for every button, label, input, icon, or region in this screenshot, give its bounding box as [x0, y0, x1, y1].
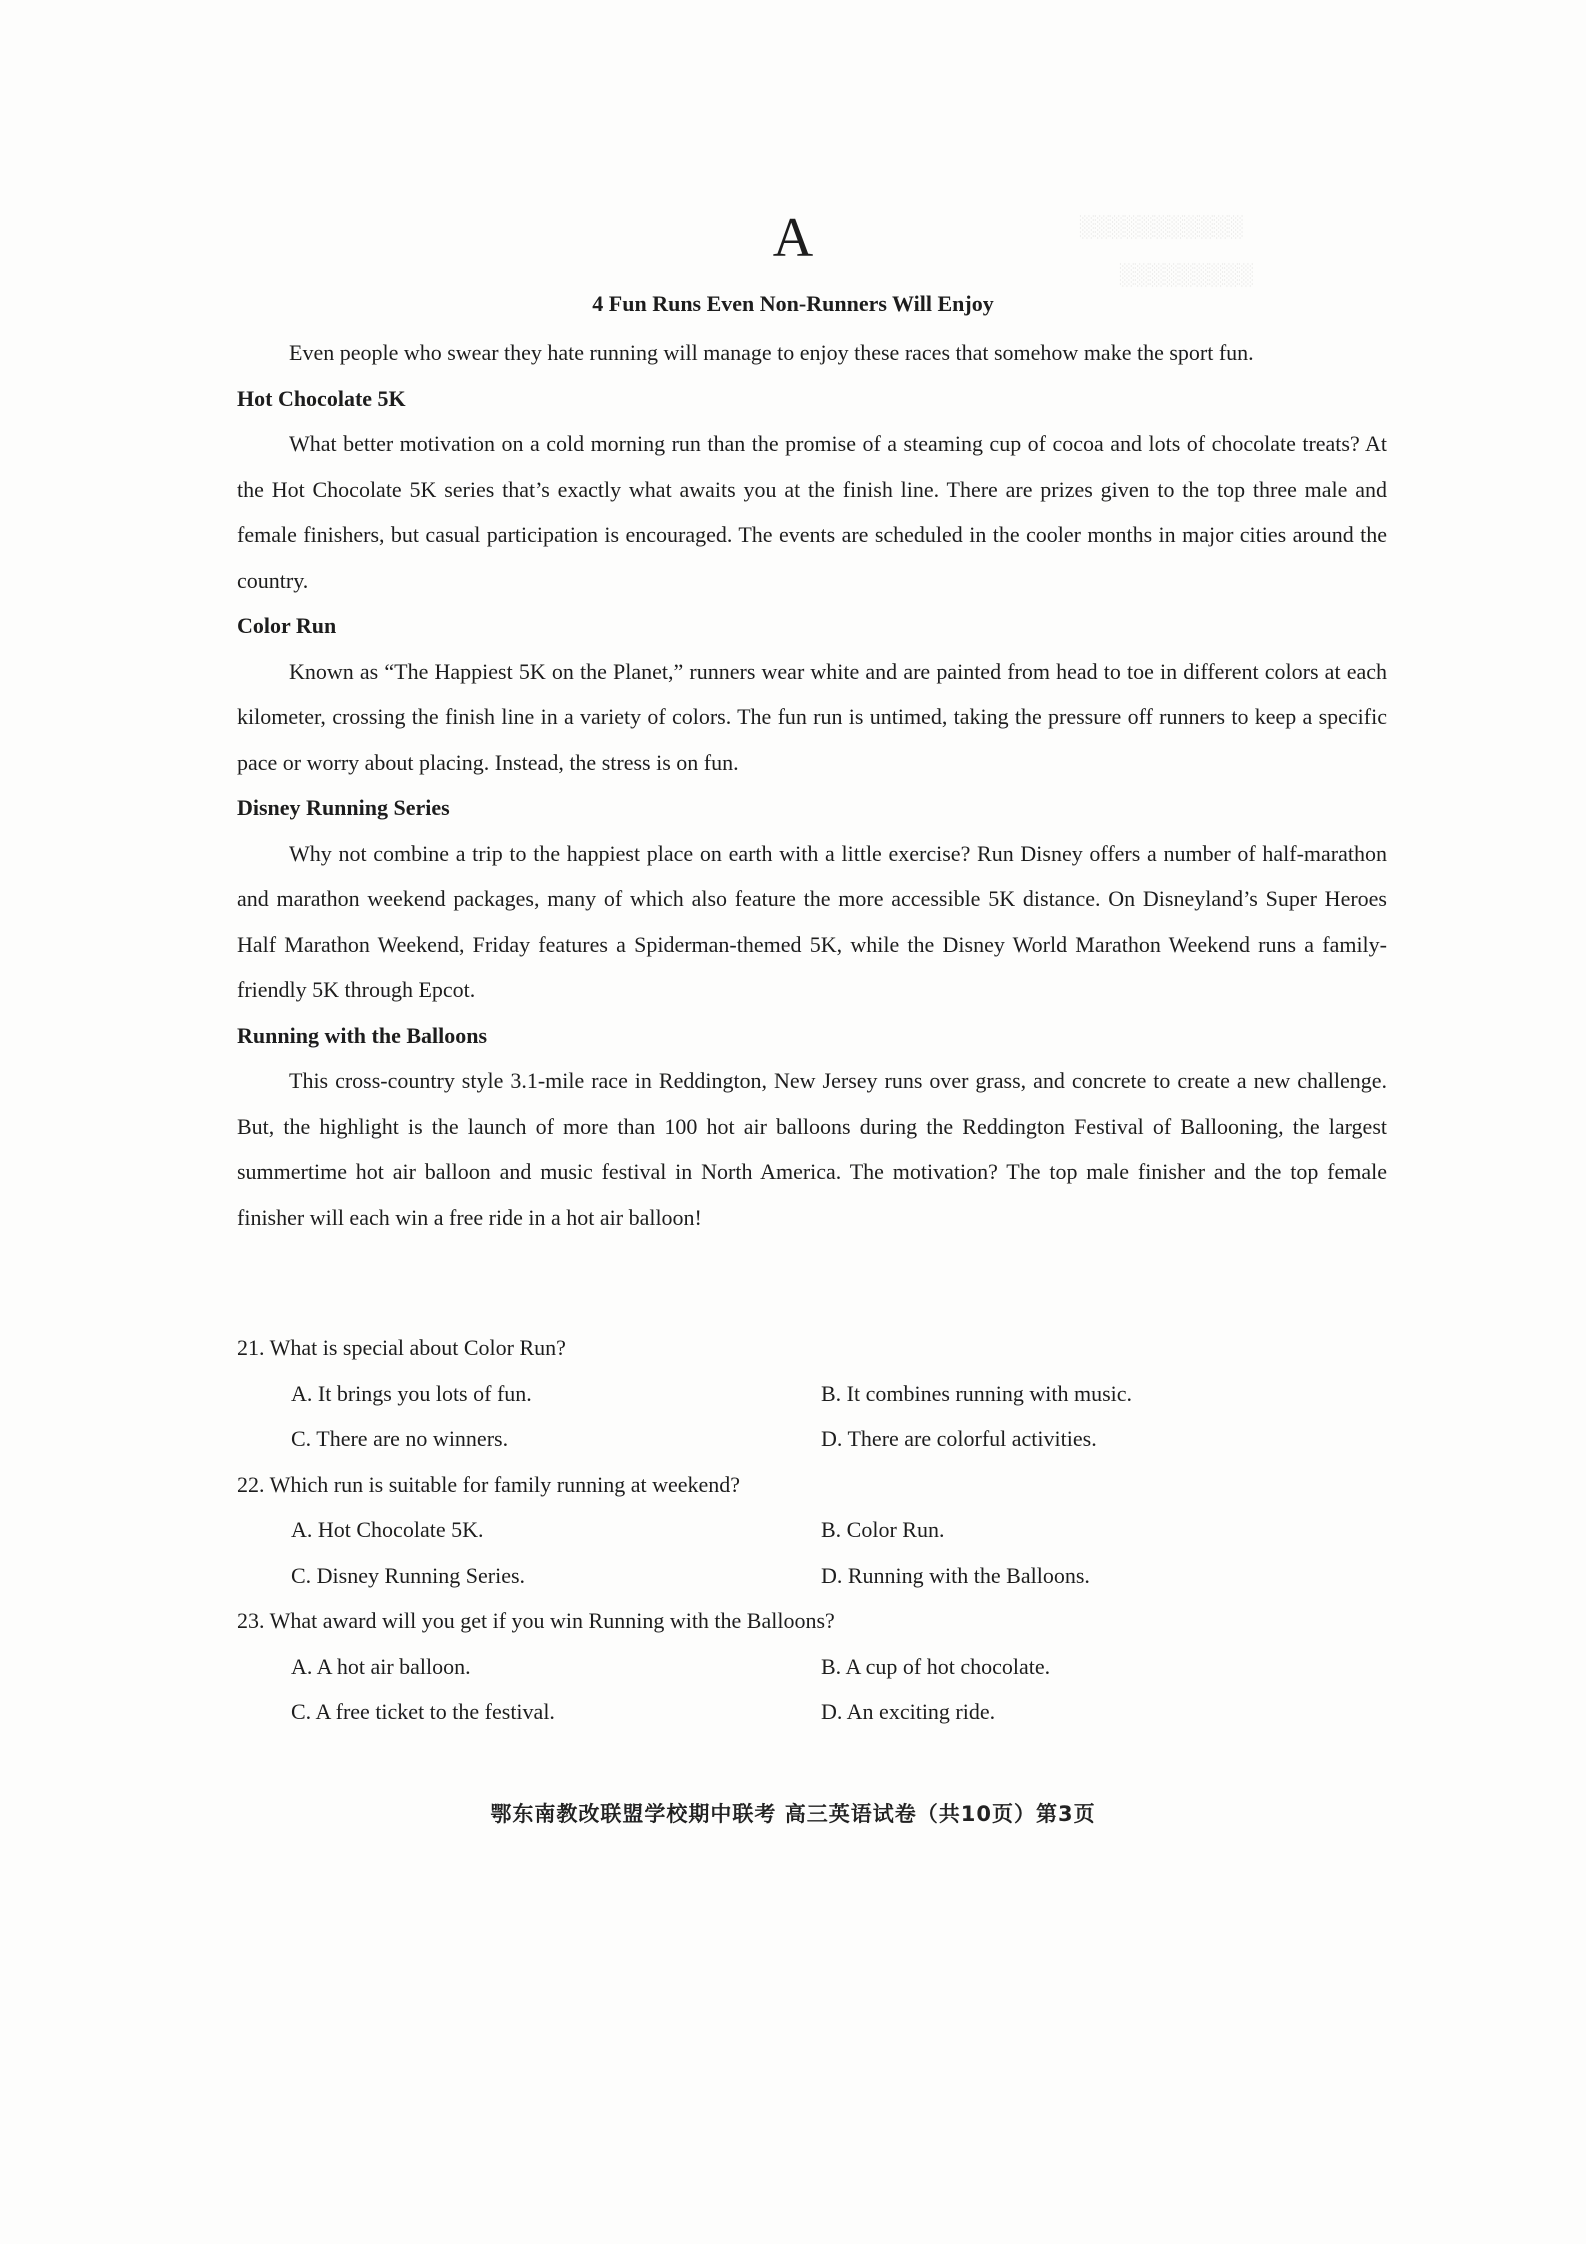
question-list — [237, 1325, 1387, 1735]
article-title: 4 Fun Runs Even Non-Runners Will Enjoy — [592, 291, 994, 316]
option-group — [237, 1371, 1387, 1462]
question-stem: 22. Which run is suitable for family running at weekend? — [237, 1471, 741, 1497]
show-through-decoration: ░░░░░░░░░ — [1120, 262, 1254, 286]
section-heading-color-run: Color Run — [237, 613, 337, 638]
section-text-color-run: Known as “The Happiest 5K on the Planet,” runners wear white and are painted from head to toe in different colors at each kilometer, crossing the finish line in a variety of colors. The fun run is untimed, taking the pressure off runners to keep a specific pace or worry about placing. Instead, the stress is on fun. — [237, 658, 1387, 775]
option-d: D. Running with the Balloons. — [821, 1562, 1090, 1588]
question-stem: 21. What is special about Color Run? — [237, 1335, 566, 1360]
intro-paragraph: Even people who swear they hate running will manage to enjoy these races that somehow make the sport fun. — [289, 340, 1254, 365]
section-text-hot-chocolate: What better motivation on a cold morning run than the promise of a steaming cup of cocoa and lots of chocolate treats? At the Hot Chocolate 5K series that’s exactly what awaits you at the finish line. There are prizes given to the top three male and female finishers, but casual participation is encouraged. The events are scheduled in the cooler months in major cities around the country. — [237, 431, 1387, 593]
show-through-decoration: ░░░░░░░░░░░ — [1080, 214, 1244, 238]
option-group — [237, 1644, 1387, 1735]
question-22 — [237, 1462, 1387, 1599]
option-b: B. A cup of hot chocolate. — [821, 1653, 1051, 1679]
section-heading-disney: Disney Running Series — [237, 795, 450, 820]
question-stem: 23. What award will you get if you win Running with the Balloons? — [237, 1608, 835, 1633]
section-heading-hot-chocolate: Hot Chocolate 5K — [237, 385, 406, 411]
option-a: A. Hot Chocolate 5K. — [291, 1517, 484, 1542]
option-a: A. It brings you lots of fun. — [291, 1380, 532, 1406]
section-letter: A — [772, 207, 814, 269]
option-group — [237, 1507, 1387, 1598]
option-b: B. Color Run. — [821, 1517, 945, 1542]
passage — [237, 330, 1387, 1240]
section-heading-balloons: Running with the Balloons — [237, 1022, 488, 1048]
question-23 — [237, 1598, 1387, 1735]
question-21 — [237, 1325, 1387, 1462]
option-c: C. Disney Running Series. — [291, 1562, 526, 1588]
page-footer: 鄂东南教改联盟学校期中联考 高三英语试卷（共10页）第3页 — [490, 1802, 1096, 1826]
option-b: B. It combines running with music. — [821, 1380, 1133, 1406]
section-text-balloons: This cross-country style 3.1-mile race in Reddington, New Jersey runs over grass, and concrete to create a new challenge. But, the highlight is the launch of more than 100 hot air balloons during the Reddington Festival of Ballooning, the largest summertime hot air balloon and music festival in North America. The motivation? The top male finisher and the top female finisher will each win a free ride in a hot air balloon! — [237, 1068, 1387, 1230]
option-a: A. A hot air balloon. — [291, 1653, 471, 1679]
option-d: D. An exciting ride. — [821, 1699, 996, 1724]
option-c: C. There are no winners. — [291, 1426, 509, 1451]
option-c: C. A free ticket to the festival. — [291, 1699, 555, 1724]
option-d: D. There are colorful activities. — [821, 1426, 1097, 1451]
section-text-disney: Why not combine a trip to the happiest place on earth with a little exercise? Run Disney offers a number of half-marathon and marathon weekend packages, many of which also feature the more accessible 5K distance. On Disneyland’s Super Heroes Half Marathon Weekend, Friday features a Spiderman-themed 5K, while the Disney World Marathon Weekend runs a family-friendly 5K through Epcot. — [237, 840, 1387, 1002]
